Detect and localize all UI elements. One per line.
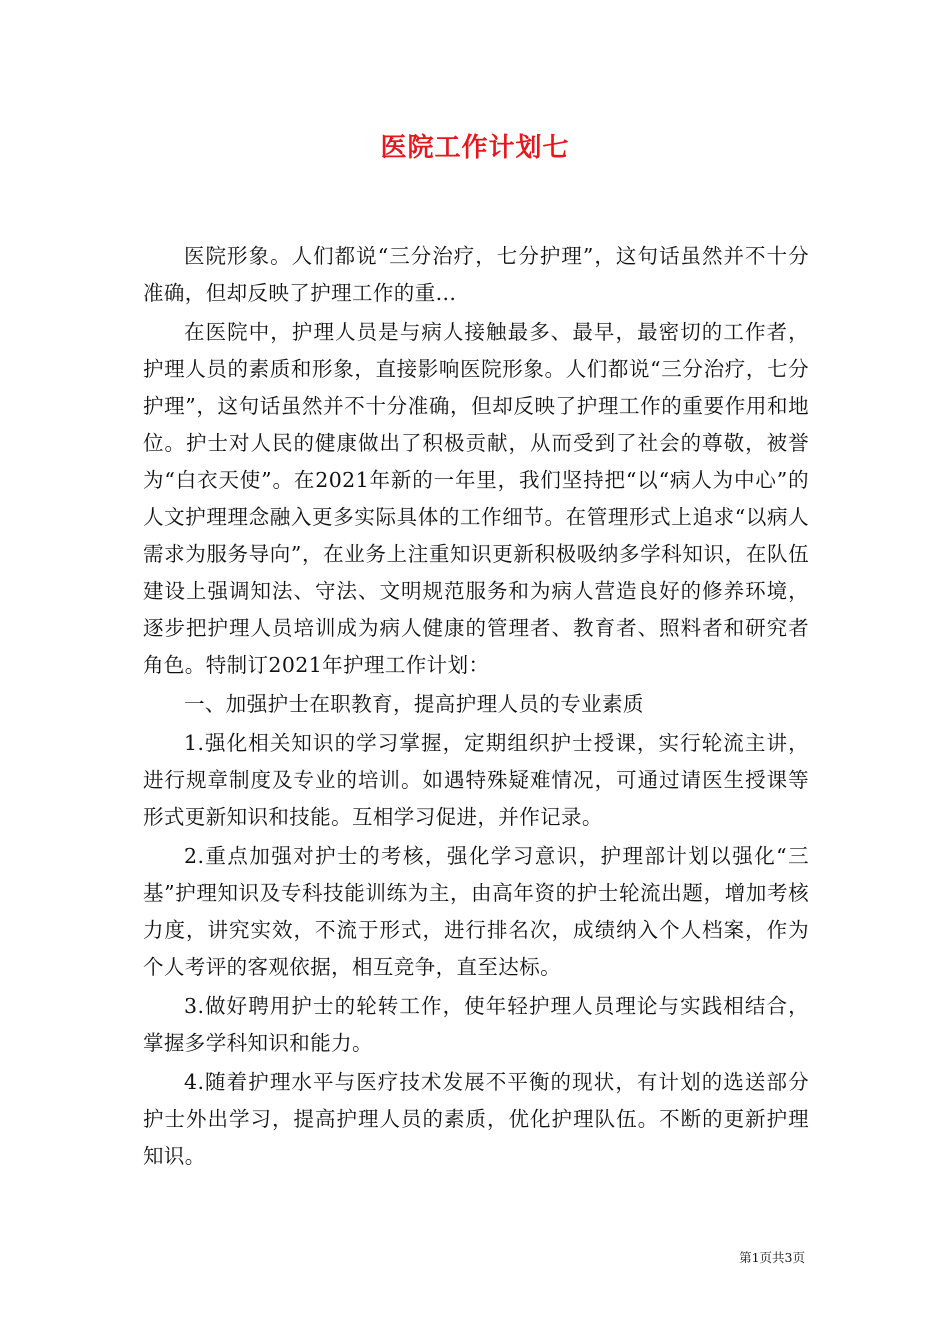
paragraph-item-4: 4.随着护理水平与医疗技术发展不平衡的现状，有计划的选送部分护士外出学习，提高护理人员的素质，优化护理队伍。不断的更新护理知识。: [143, 1070, 809, 1168]
paragraph-main: 在医院中，护理人员是与病人接触最多、最早，最密切的工作者，护理人员的素质和形象，直接影响医院形象。人们都说“三分治疗，七分护理”，这句话虽然并不十分准确，但却反映了护理工作的重要作用和地位。护士对人民的健康做出了积极贡献，从而受到了社会的尊敬，被誉为“白衣天使”。在2021年新的一年里，我们坚持把“以“病人为中心”的人文护理理念融入更多实际具体的工作细节。在管理形式上追求“以病人需求为服务导向”，在业务上注重知识更新积极吸纳多学科知识，在队伍建设上强调知法、守法、文明规范服务和为病人营造良好的修养环境，逐步把护理人员培训成为病人健康的管理者、教育者、照料者和研究者角色。特制订2021年护理工作计划：: [143, 320, 809, 677]
document-title: 医院工作计划七: [380, 133, 570, 163]
document-body: [143, 238, 809, 1175]
paragraph-item-1: 1.强化相关知识的学习掌握，定期组织护士授课，实行轮流主讲，进行规章制度及专业的培训。如遇特殊疑难情况，可通过请医生授课等形式更新知识和技能。互相学习促进，并作记录。: [143, 731, 809, 829]
paragraph-intro: 医院形象。人们都说“三分治疗，七分护理”，这句话虽然并不十分准确，但却反映了护理工作的重...: [143, 244, 809, 305]
paragraph-item-3: 3.做好聘用护士的轮转工作，使年轻护理人员理论与实践相结合，掌握多学科知识和能力。: [143, 994, 809, 1055]
page-number-label: 第1页共3页: [739, 1250, 805, 1265]
paragraph-item-2: 2.重点加强对护士的考核，强化学习意识，护理部计划以强化“三基”护理知识及专科技能训练为主，由高年资的护士轮流出题，增加考核力度，讲究实效，不流于形式，进行排名次，成绩纳入个人档案，作为个人考评的客观依据，相互竞争，直至达标。: [143, 844, 809, 979]
section-heading: 一、加强护士在职教育，提高护理人员的专业素质: [184, 692, 644, 716]
page-number-footer: [739, 1248, 805, 1266]
